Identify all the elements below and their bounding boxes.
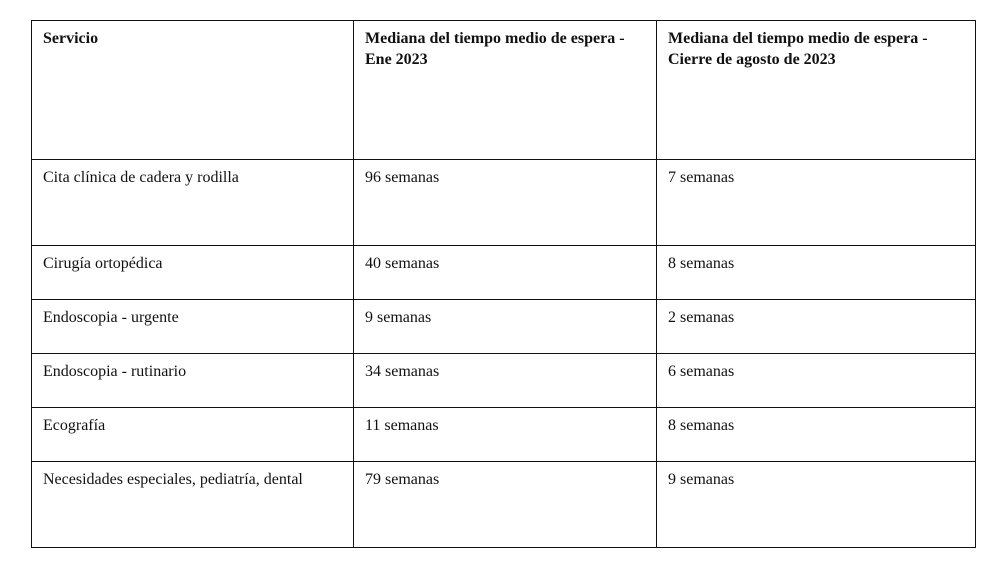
header-agosto-2023: Mediana del tiempo medio de espera - Cierre de agosto de 2023 [657,21,976,160]
cell-agosto-2023: 7 semanas [657,160,976,246]
cell-servicio: Cirugía ortopédica [32,246,354,300]
cell-agosto-2023: 6 semanas [657,354,976,408]
cell-ene-2023: 34 semanas [354,354,657,408]
cell-agosto-2023: 8 semanas [657,408,976,462]
table-row [32,246,976,300]
cell-ene-2023: 11 semanas [354,408,657,462]
header-ene-2023: Mediana del tiempo medio de espera - Ene 2023 [354,21,657,160]
cell-servicio: Necesidades especiales, pediatría, dental [32,462,354,548]
cell-agosto-2023: 9 semanas [657,462,976,548]
cell-agosto-2023: 8 semanas [657,246,976,300]
cell-servicio: Endoscopia - rutinario [32,354,354,408]
table-row [32,160,976,246]
header-servicio: Servicio [32,21,354,160]
table-row [32,300,976,354]
cell-servicio: Ecografía [32,408,354,462]
cell-ene-2023: 9 semanas [354,300,657,354]
cell-ene-2023: 40 semanas [354,246,657,300]
table-row [32,354,976,408]
cell-servicio: Cita clínica de cadera y rodilla [32,160,354,246]
cell-ene-2023: 79 semanas [354,462,657,548]
cell-agosto-2023: 2 semanas [657,300,976,354]
cell-servicio: Endoscopia - urgente [32,300,354,354]
wait-times-table [31,20,976,548]
cell-ene-2023: 96 semanas [354,160,657,246]
table-row [32,408,976,462]
table-header-row [32,21,976,160]
table-row [32,462,976,548]
